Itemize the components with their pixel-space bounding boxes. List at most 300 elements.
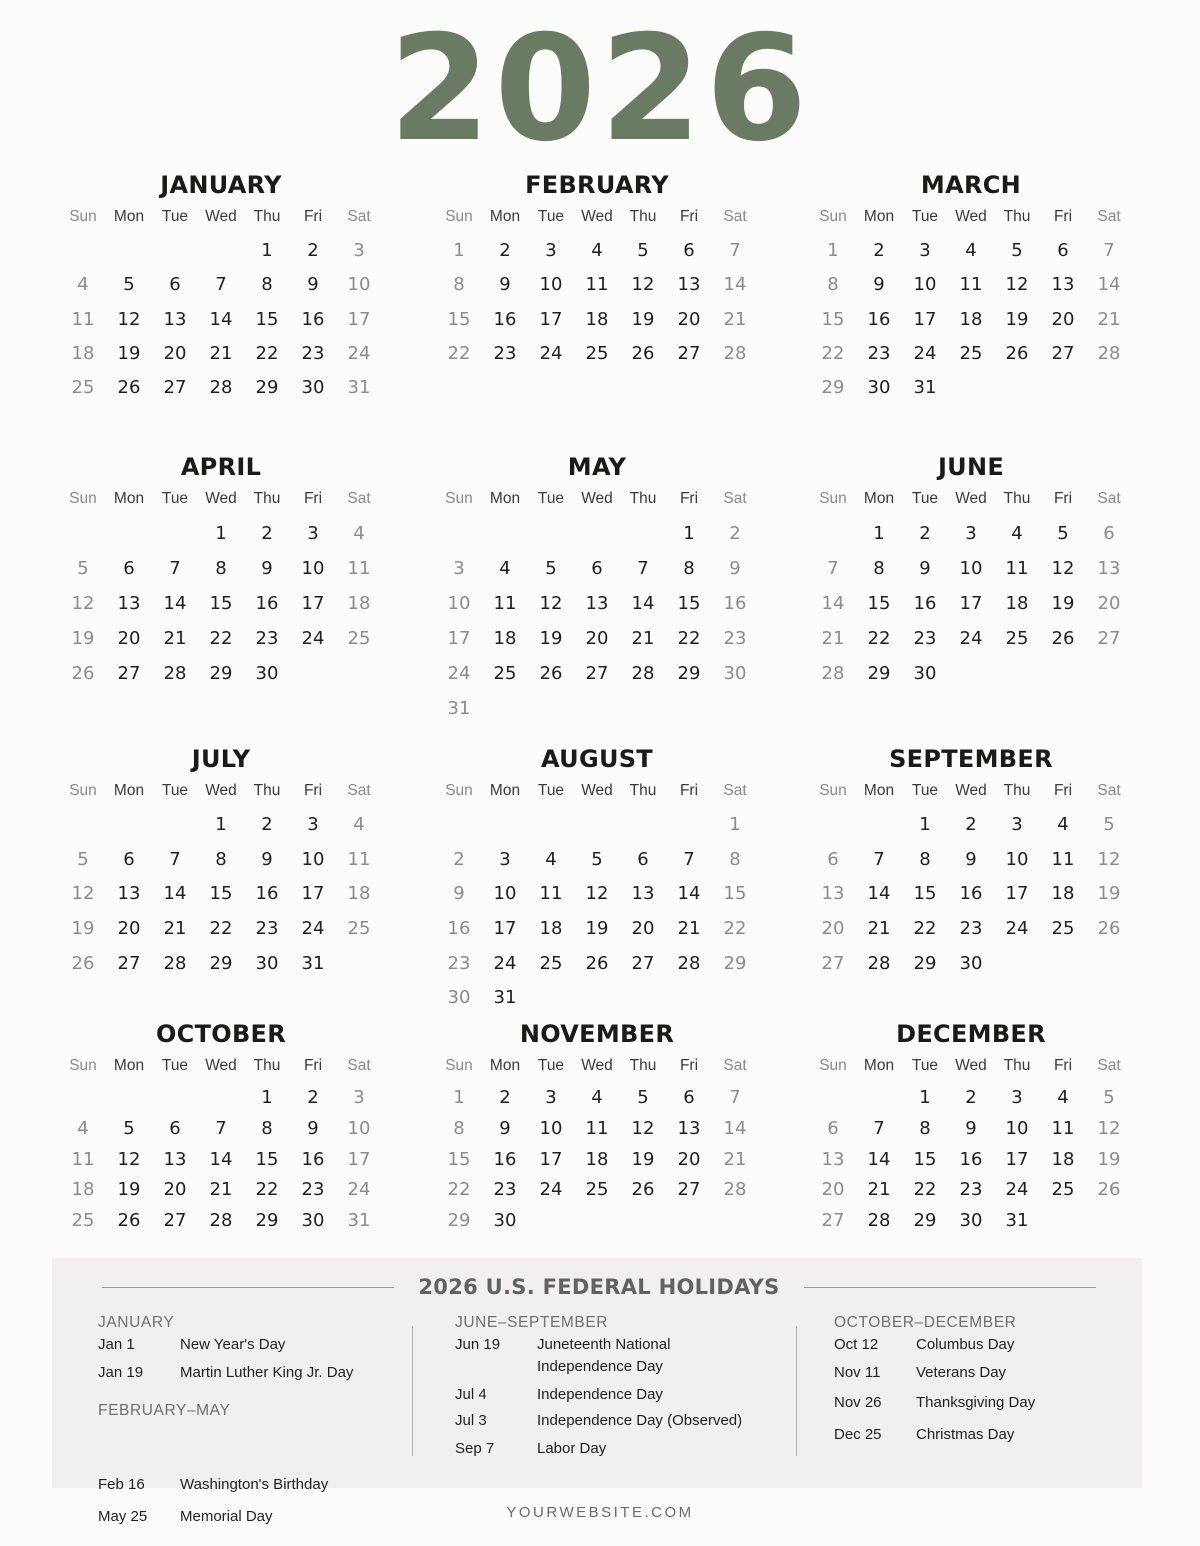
weekday-header: Tue: [161, 490, 189, 507]
day-cell: 21: [677, 918, 701, 940]
day-cell: 25: [493, 663, 517, 684]
day-cell: 6: [683, 1087, 695, 1108]
holiday-date: Dec 25: [834, 1426, 882, 1443]
day-cell: 23: [723, 628, 747, 649]
day-cell: 14: [723, 1117, 747, 1139]
day-cell: 31: [347, 377, 371, 399]
day-cell: 27: [117, 952, 141, 974]
day-cell: 18: [347, 593, 371, 614]
day-cell: 9: [453, 883, 465, 905]
empty-cell: [152, 1083, 198, 1114]
weekday-header: Tue: [537, 782, 565, 799]
holiday-name: Independence Day: [537, 1358, 663, 1375]
day-cell: 14: [163, 593, 187, 614]
day-cell: 22: [447, 1179, 471, 1201]
day-cell: 21: [821, 628, 845, 649]
empty-cell: [60, 516, 106, 551]
day-cell: 11: [585, 274, 609, 296]
day-cell: 14: [867, 1148, 891, 1170]
day-cell: 1: [261, 240, 273, 261]
day-cell: 3: [353, 240, 365, 261]
month-september: [810, 744, 1132, 981]
day-cell: 11: [539, 883, 563, 905]
weekday-header: Wed: [581, 1057, 613, 1074]
empty-cell: [856, 1083, 902, 1114]
day-cell: 5: [545, 558, 557, 579]
empty-cell: [106, 1083, 152, 1114]
day-cell: 22: [913, 1179, 937, 1201]
day-cell: 18: [585, 308, 609, 330]
day-cell: 21: [163, 628, 187, 649]
day-cell: 18: [539, 918, 563, 940]
day-cell: 27: [163, 377, 187, 399]
day-cell: 21: [723, 308, 747, 330]
weekday-header: Sat: [723, 208, 747, 225]
day-cell: 5: [1057, 523, 1069, 544]
empty-cell: [620, 808, 666, 843]
day-cell: 17: [539, 308, 563, 330]
day-cell: 4: [591, 1087, 603, 1108]
weekday-header: Wed: [955, 490, 987, 507]
day-cell: 15: [209, 883, 233, 905]
day-cell: 21: [209, 1179, 233, 1201]
day-cell: 3: [353, 1087, 365, 1108]
weekday-header: Wed: [955, 1057, 987, 1074]
day-cell: 5: [1011, 240, 1023, 261]
day-cell: 23: [255, 628, 279, 649]
holiday-section-heading: FEBRUARY–MAY: [98, 1402, 231, 1419]
divider-line-right: [804, 1287, 1096, 1288]
day-cell: 22: [821, 342, 845, 364]
empty-cell: [528, 516, 574, 551]
day-cell: 8: [919, 848, 931, 870]
weekday-header: Fri: [303, 490, 323, 507]
weekday-header: Mon: [489, 490, 521, 507]
empty-cell: [574, 516, 620, 551]
weekday-header: Tue: [161, 208, 189, 225]
day-cell: 16: [255, 883, 279, 905]
day-cell: 4: [353, 523, 365, 544]
day-cell: 11: [1051, 1117, 1075, 1139]
weekday-header: Sun: [819, 490, 847, 507]
weekday-header: Wed: [205, 782, 237, 799]
day-cell: 27: [631, 952, 655, 974]
day-cell: 23: [301, 1179, 325, 1201]
day-grid: [436, 774, 758, 1016]
day-cell: 1: [215, 814, 227, 835]
day-cell: 15: [447, 1148, 471, 1170]
day-grid: [810, 482, 1132, 691]
day-cell: 8: [261, 274, 273, 296]
day-cell: 6: [123, 558, 135, 579]
year-title: 2026: [388, 4, 812, 174]
day-cell: 1: [453, 1087, 465, 1108]
day-cell: 8: [729, 848, 741, 870]
month-title: DECEMBER: [896, 1020, 1046, 1048]
day-cell: 19: [117, 1179, 141, 1201]
holiday-name: Columbus Day: [916, 1336, 1015, 1353]
month-june: [810, 452, 1132, 691]
day-cell: 16: [255, 593, 279, 614]
day-cell: 15: [209, 593, 233, 614]
day-cell: 24: [347, 342, 371, 364]
day-cell: 16: [301, 308, 325, 330]
day-cell: 12: [631, 274, 655, 296]
day-cell: 9: [307, 274, 319, 296]
day-cell: 10: [1005, 1117, 1029, 1139]
month-may: [436, 452, 758, 726]
day-cell: 8: [827, 274, 839, 296]
day-cell: 9: [965, 848, 977, 870]
day-cell: 13: [1051, 274, 1075, 296]
weekday-header: Thu: [1003, 208, 1031, 225]
day-cell: 30: [447, 987, 471, 1009]
weekday-header: Sat: [723, 782, 747, 799]
day-cell: 23: [913, 628, 937, 649]
day-cell: 24: [301, 628, 325, 649]
day-cell: 28: [723, 1179, 747, 1201]
day-cell: 22: [867, 628, 891, 649]
empty-cell: [152, 516, 198, 551]
day-cell: 14: [163, 883, 187, 905]
day-cell: 14: [723, 274, 747, 296]
weekday-header: Fri: [1053, 1057, 1073, 1074]
weekday-header: Thu: [629, 782, 657, 799]
day-cell: 14: [821, 593, 845, 614]
day-cell: 5: [637, 240, 649, 261]
day-cell: 13: [821, 883, 845, 905]
day-cell: 18: [71, 1179, 95, 1201]
weekday-header: Thu: [1003, 1057, 1031, 1074]
empty-cell: [436, 516, 482, 551]
holiday-name: Independence Day (Observed): [537, 1412, 743, 1429]
day-cell: 5: [591, 848, 603, 870]
day-cell: 16: [301, 1148, 325, 1170]
weekday-header: Mon: [863, 490, 895, 507]
day-cell: 6: [827, 848, 839, 870]
day-cell: 6: [683, 240, 695, 261]
empty-cell: [152, 234, 198, 268]
holiday-date: Feb 16: [98, 1476, 145, 1493]
holiday-name: Veterans Day: [916, 1364, 1007, 1381]
day-cell: 5: [1103, 814, 1115, 835]
month-title: FEBRUARY: [525, 171, 669, 199]
holiday-date: Jan 1: [98, 1336, 135, 1353]
day-cell: 29: [913, 952, 937, 974]
day-cell: 3: [499, 848, 511, 870]
weekday-header: Fri: [679, 1057, 699, 1074]
day-cell: 9: [873, 274, 885, 296]
day-cell: 14: [867, 883, 891, 905]
day-grid: [436, 482, 758, 726]
day-cell: 27: [585, 663, 609, 684]
weekday-header: Fri: [303, 208, 323, 225]
day-cell: 15: [255, 308, 279, 330]
day-cell: 10: [1005, 848, 1029, 870]
day-cell: 2: [965, 1087, 977, 1108]
holiday-date: Jun 19: [455, 1336, 501, 1353]
empty-cell: [60, 1083, 106, 1114]
column-divider: [796, 1326, 797, 1456]
day-cell: 14: [677, 883, 701, 905]
month-july: [60, 744, 382, 981]
weekday-header: Sat: [1097, 490, 1121, 507]
month-december: [810, 1019, 1132, 1237]
weekday-header: Mon: [489, 782, 521, 799]
day-cell: 23: [301, 342, 325, 364]
day-cell: 27: [1097, 628, 1121, 649]
day-cell: 24: [539, 342, 563, 364]
day-cell: 13: [677, 1117, 701, 1139]
day-grid: [810, 1049, 1132, 1237]
day-cell: 19: [631, 308, 655, 330]
month-title: SEPTEMBER: [889, 745, 1053, 773]
empty-cell: [666, 808, 712, 843]
day-cell: 17: [1005, 883, 1029, 905]
day-cell: 2: [919, 523, 931, 544]
day-cell: 20: [631, 918, 655, 940]
holiday-name: Labor Day: [537, 1440, 607, 1457]
day-cell: 11: [959, 274, 983, 296]
month-title: AUGUST: [541, 745, 653, 773]
day-cell: 17: [959, 593, 983, 614]
empty-cell: [620, 516, 666, 551]
month-title: JULY: [191, 745, 251, 773]
weekday-header: Thu: [253, 782, 281, 799]
day-cell: 28: [867, 1210, 891, 1232]
day-cell: 12: [117, 1148, 141, 1170]
day-cell: 4: [1011, 523, 1023, 544]
weekday-header: Tue: [911, 490, 939, 507]
day-cell: 8: [919, 1117, 931, 1139]
weekday-header: Fri: [1053, 490, 1073, 507]
month-august: [436, 744, 758, 1016]
day-cell: 4: [545, 848, 557, 870]
day-cell: 6: [591, 558, 603, 579]
weekday-header: Sun: [819, 1057, 847, 1074]
day-cell: 30: [301, 377, 325, 399]
empty-cell: [436, 808, 482, 843]
day-cell: 2: [499, 240, 511, 261]
day-cell: 15: [913, 1148, 937, 1170]
weekday-header: Wed: [581, 208, 613, 225]
day-cell: 23: [867, 342, 891, 364]
day-cell: 13: [117, 883, 141, 905]
day-cell: 12: [1051, 558, 1075, 579]
day-cell: 18: [585, 1148, 609, 1170]
empty-cell: [574, 808, 620, 843]
day-cell: 18: [71, 342, 95, 364]
weekday-header: Thu: [253, 490, 281, 507]
weekday-header: Sun: [69, 1057, 97, 1074]
day-cell: 3: [545, 240, 557, 261]
day-cell: 6: [637, 848, 649, 870]
day-cell: 29: [209, 952, 233, 974]
day-cell: 18: [347, 883, 371, 905]
day-cell: 30: [959, 1210, 983, 1232]
day-cell: 27: [821, 952, 845, 974]
day-cell: 22: [913, 918, 937, 940]
day-cell: 26: [1005, 342, 1029, 364]
day-cell: 17: [347, 308, 371, 330]
holiday-date: Jul 4: [455, 1386, 487, 1403]
day-cell: 27: [677, 1179, 701, 1201]
day-cell: 6: [1057, 240, 1069, 261]
day-cell: 29: [913, 1210, 937, 1232]
day-cell: 7: [873, 1117, 885, 1139]
day-cell: 28: [867, 952, 891, 974]
day-cell: 25: [585, 342, 609, 364]
day-cell: 19: [539, 628, 563, 649]
day-cell: 12: [1097, 1117, 1121, 1139]
day-cell: 10: [301, 558, 325, 579]
day-cell: 30: [255, 663, 279, 684]
holiday-date: Sep 7: [455, 1440, 495, 1457]
day-cell: 6: [827, 1117, 839, 1139]
holiday-date: Nov 11: [834, 1364, 881, 1381]
weekday-header: Sat: [347, 208, 371, 225]
day-cell: 30: [867, 377, 891, 399]
day-cell: 4: [1057, 814, 1069, 835]
day-cell: 26: [631, 1179, 655, 1201]
day-cell: 11: [71, 308, 95, 330]
divider-line-left: [102, 1287, 394, 1288]
day-cell: 1: [919, 1087, 931, 1108]
empty-cell: [106, 808, 152, 843]
day-cell: 15: [867, 593, 891, 614]
day-cell: 6: [169, 1117, 181, 1139]
day-cell: 9: [307, 1117, 319, 1139]
weekday-header: Sat: [723, 490, 747, 507]
day-cell: 15: [447, 308, 471, 330]
day-cell: 11: [71, 1148, 95, 1170]
weekday-header: Tue: [161, 782, 189, 799]
day-cell: 13: [677, 274, 701, 296]
day-cell: 9: [261, 848, 273, 870]
holiday-name: Memorial Day: [180, 1508, 273, 1525]
day-cell: 12: [1097, 848, 1121, 870]
day-cell: 21: [867, 1179, 891, 1201]
day-cell: 7: [827, 558, 839, 579]
day-cell: 12: [631, 1117, 655, 1139]
day-cell: 6: [1103, 523, 1115, 544]
day-cell: 7: [169, 848, 181, 870]
day-cell: 19: [585, 918, 609, 940]
weekday-header: Sat: [1097, 782, 1121, 799]
day-cell: 27: [117, 663, 141, 684]
month-title: NOVEMBER: [519, 1020, 675, 1048]
day-cell: 28: [163, 663, 187, 684]
day-cell: 13: [585, 593, 609, 614]
day-cell: 28: [1097, 342, 1121, 364]
day-cell: 12: [71, 883, 95, 905]
weekday-header: Wed: [205, 490, 237, 507]
day-cell: 25: [347, 628, 371, 649]
day-cell: 22: [677, 628, 701, 649]
day-cell: 30: [959, 952, 983, 974]
day-cell: 20: [677, 1148, 701, 1170]
day-cell: 26: [117, 1210, 141, 1232]
day-cell: 3: [965, 523, 977, 544]
day-cell: 28: [209, 377, 233, 399]
holiday-section-heading: JUNE–SEPTEMBER: [455, 1314, 609, 1331]
day-cell: 26: [539, 663, 563, 684]
day-cell: 31: [447, 698, 471, 719]
day-cell: 19: [1051, 593, 1075, 614]
day-cell: 29: [255, 1210, 279, 1232]
day-cell: 11: [1005, 558, 1029, 579]
day-cell: 29: [867, 663, 891, 684]
day-cell: 22: [209, 918, 233, 940]
day-cell: 9: [729, 558, 741, 579]
day-cell: 19: [71, 628, 95, 649]
day-cell: 2: [453, 848, 465, 870]
day-cell: 3: [307, 814, 319, 835]
day-cell: 19: [71, 918, 95, 940]
day-cell: 20: [117, 918, 141, 940]
empty-cell: [810, 1083, 856, 1114]
empty-cell: [528, 808, 574, 843]
day-cell: 31: [301, 952, 325, 974]
day-cell: 12: [71, 593, 95, 614]
day-cell: 13: [631, 883, 655, 905]
month-title: APRIL: [180, 453, 262, 481]
weekday-header: Tue: [911, 208, 939, 225]
day-cell: 26: [1051, 628, 1075, 649]
month-january: [60, 170, 382, 405]
day-cell: 1: [919, 814, 931, 835]
empty-cell: [60, 808, 106, 843]
month-title: JANUARY: [160, 171, 282, 199]
weekday-header: Fri: [1053, 208, 1073, 225]
day-cell: 20: [163, 342, 187, 364]
footer-website: YOURWEBSITE.COM: [506, 1504, 694, 1521]
day-cell: 7: [169, 558, 181, 579]
month-title: JUNE: [937, 453, 1005, 481]
day-cell: 27: [1051, 342, 1075, 364]
day-cell: 17: [301, 883, 325, 905]
holiday-name: Christmas Day: [916, 1426, 1015, 1443]
day-grid: [436, 1049, 758, 1237]
day-cell: 15: [821, 308, 845, 330]
day-cell: 18: [493, 628, 517, 649]
day-cell: 2: [729, 523, 741, 544]
day-cell: 30: [723, 663, 747, 684]
day-cell: 13: [821, 1148, 845, 1170]
weekday-header: Sun: [445, 782, 473, 799]
day-cell: 3: [1011, 814, 1023, 835]
day-cell: 20: [821, 918, 845, 940]
day-cell: 29: [255, 377, 279, 399]
weekday-header: Wed: [205, 1057, 237, 1074]
day-cell: 17: [347, 1148, 371, 1170]
empty-cell: [810, 516, 856, 551]
day-cell: 1: [261, 1087, 273, 1108]
day-cell: 22: [447, 342, 471, 364]
day-cell: 25: [1051, 1179, 1075, 1201]
day-cell: 16: [723, 593, 747, 614]
day-cell: 24: [1005, 918, 1029, 940]
day-cell: 23: [493, 1179, 517, 1201]
day-cell: 1: [827, 240, 839, 261]
day-cell: 10: [539, 1117, 563, 1139]
day-cell: 21: [867, 918, 891, 940]
day-cell: 16: [913, 593, 937, 614]
day-cell: 8: [261, 1117, 273, 1139]
month-april: [60, 452, 382, 691]
day-cell: 20: [117, 628, 141, 649]
day-cell: 26: [71, 952, 95, 974]
